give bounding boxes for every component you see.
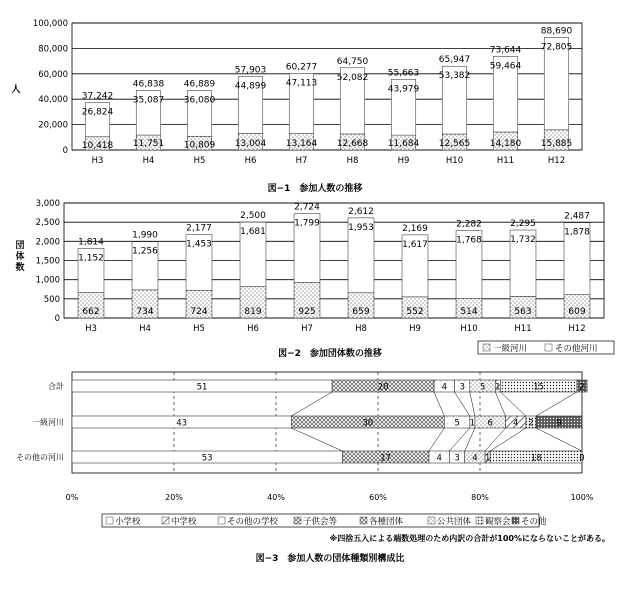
legend-swatch bbox=[476, 517, 483, 524]
y-tick-label: 0 bbox=[54, 314, 60, 324]
data-label: 11,684 bbox=[387, 139, 420, 150]
x-tick-label: H5 bbox=[193, 324, 205, 334]
y-tick-label: 100,000 bbox=[32, 19, 68, 29]
data-label: 609 bbox=[568, 307, 586, 317]
segment-label: 4 bbox=[441, 382, 448, 393]
x-tick-label: 20% bbox=[165, 493, 183, 502]
x-tick-label: H4 bbox=[139, 324, 151, 334]
y-tick-label: 60,000 bbox=[38, 69, 68, 80]
segment-label: 4 bbox=[512, 418, 519, 429]
data-label: 659 bbox=[352, 307, 370, 317]
legend-swatch bbox=[512, 517, 519, 524]
segment-label: 6 bbox=[487, 418, 493, 429]
segment-label: 53 bbox=[201, 453, 213, 464]
segment-label: 3 bbox=[454, 453, 460, 464]
total-label: 2,295 bbox=[510, 219, 536, 230]
segment-label: 43 bbox=[176, 418, 188, 429]
x-tick-label: H12 bbox=[568, 324, 586, 334]
data-label: 1,768 bbox=[456, 235, 482, 246]
x-tick-label: 100% bbox=[570, 493, 594, 502]
total-label: 2,177 bbox=[186, 223, 212, 234]
y-axis-label: 団体数 bbox=[15, 241, 25, 273]
y-tick-label: 2,500 bbox=[35, 218, 60, 229]
data-label: 1,799 bbox=[294, 218, 320, 229]
x-tick-label: H9 bbox=[397, 156, 410, 166]
total-label: 2,282 bbox=[456, 219, 482, 230]
data-label: 52,082 bbox=[336, 72, 369, 83]
data-label: 1,681 bbox=[240, 227, 266, 238]
total-label: 88,690 bbox=[540, 26, 573, 37]
x-tick-label: H6 bbox=[247, 324, 259, 334]
x-tick-label: H8 bbox=[355, 324, 367, 334]
data-label: 14,180 bbox=[489, 139, 522, 149]
x-tick-label: H7 bbox=[295, 156, 308, 166]
x-tick-label: H3 bbox=[85, 324, 97, 334]
data-label: 734 bbox=[136, 307, 154, 317]
legend-label: 各種団体 bbox=[369, 517, 404, 527]
segment-label: 15 bbox=[533, 382, 545, 393]
segment-label: 5 bbox=[479, 382, 486, 393]
x-tick-label: H11 bbox=[514, 324, 532, 334]
segment-label: 30 bbox=[362, 418, 374, 429]
composition-chart bbox=[16, 372, 610, 564]
x-tick-label: H3 bbox=[91, 156, 104, 166]
segment-label: 2 bbox=[528, 418, 534, 429]
x-tick-label: H10 bbox=[445, 156, 464, 166]
data-label: 13,004 bbox=[234, 139, 267, 149]
data-label: 552 bbox=[406, 307, 424, 317]
chart-title: 図−3 参加人数の団体種類別構成比 bbox=[255, 554, 405, 564]
data-label: 43,979 bbox=[387, 84, 420, 95]
x-tick-label: 40% bbox=[267, 493, 285, 502]
x-tick-label: H4 bbox=[142, 156, 155, 166]
data-label: 1,152 bbox=[78, 253, 104, 264]
legend-swatch bbox=[294, 517, 301, 524]
legend-swatch bbox=[218, 517, 225, 524]
x-tick-label: H5 bbox=[193, 156, 206, 166]
legend-label: 観察会 bbox=[485, 517, 511, 527]
data-label: 514 bbox=[460, 307, 478, 317]
segment-label: 1 bbox=[469, 418, 476, 429]
x-tick-label: H6 bbox=[244, 156, 257, 166]
legend-label: その他 bbox=[521, 517, 547, 527]
total-label: 60,277 bbox=[285, 62, 318, 73]
total-label: 46,838 bbox=[132, 79, 165, 90]
participants-chart bbox=[11, 19, 582, 194]
row-label: 合計 bbox=[48, 382, 64, 391]
data-label: 724 bbox=[190, 307, 208, 317]
data-label: 662 bbox=[82, 307, 100, 317]
data-label: 59,464 bbox=[489, 61, 522, 72]
segment-label: 51 bbox=[196, 382, 208, 393]
x-tick-label: 80% bbox=[471, 493, 489, 502]
chart-title: 図−2 参加団体数の推移 bbox=[278, 349, 382, 359]
data-label: 1,453 bbox=[186, 239, 212, 250]
total-label: 46,889 bbox=[183, 79, 216, 90]
data-label: 53,382 bbox=[438, 71, 471, 82]
footnote: ※四捨五入による端数処理のため内訳の合計が100%にならないことがある。 bbox=[329, 534, 610, 543]
total-label: 37,242 bbox=[81, 91, 114, 102]
legend-swatch bbox=[428, 517, 435, 524]
x-tick-label: 60% bbox=[369, 493, 387, 502]
data-label: 563 bbox=[514, 307, 532, 317]
x-tick-label: H9 bbox=[409, 324, 421, 334]
legend-label: その他河川 bbox=[555, 344, 598, 354]
groups-chart bbox=[15, 199, 614, 359]
legend-swatch bbox=[162, 517, 169, 524]
total-label: 57,903 bbox=[234, 65, 267, 76]
segment-label: 20 bbox=[377, 382, 389, 393]
data-label: 36,080 bbox=[183, 95, 216, 106]
legend-label: 中学校 bbox=[171, 517, 197, 527]
data-label: 10,809 bbox=[183, 140, 216, 151]
y-tick-label: 1,000 bbox=[35, 275, 60, 286]
y-axis-label: 人 bbox=[11, 85, 21, 95]
data-label: 1,732 bbox=[510, 235, 536, 246]
legend bbox=[478, 341, 614, 354]
data-label: 1,953 bbox=[348, 222, 374, 233]
segment-label: 1 bbox=[495, 382, 501, 393]
total-label: 1,814 bbox=[78, 237, 104, 248]
total-label: 2,169 bbox=[402, 223, 428, 234]
data-label: 1,256 bbox=[132, 246, 158, 257]
segment-label: 18 bbox=[530, 453, 542, 464]
segment-label: 5 bbox=[454, 418, 460, 429]
legend-swatch bbox=[106, 517, 113, 524]
legend-label: 子供会等 bbox=[303, 517, 338, 527]
y-tick-label: 2,000 bbox=[35, 237, 60, 248]
data-label: 12,565 bbox=[438, 139, 471, 149]
y-tick-label: 1,500 bbox=[35, 256, 60, 267]
total-label: 1,990 bbox=[132, 230, 158, 241]
total-label: 2,724 bbox=[294, 202, 320, 213]
x-tick-label: H11 bbox=[496, 156, 515, 166]
data-label: 1,878 bbox=[564, 227, 590, 238]
row-label: その他の河川 bbox=[16, 453, 64, 462]
segment-label: 3 bbox=[459, 382, 465, 393]
segment-label: 4 bbox=[436, 453, 442, 464]
legend-swatch bbox=[545, 344, 552, 351]
x-tick-label: H12 bbox=[547, 156, 566, 166]
total-label: 2,500 bbox=[240, 211, 266, 222]
data-label: 47,113 bbox=[285, 78, 318, 89]
data-label: 44,899 bbox=[234, 81, 267, 92]
y-tick-label: 20,000 bbox=[38, 120, 68, 131]
legend-label: 公共団体 bbox=[437, 517, 472, 527]
legend-label: 一級河川 bbox=[493, 344, 528, 354]
total-label: 2,612 bbox=[348, 206, 374, 217]
data-label: 1,617 bbox=[402, 239, 428, 250]
segment-label: 2 bbox=[579, 382, 585, 393]
data-label: 819 bbox=[244, 307, 262, 317]
segment-label: 9 bbox=[556, 418, 562, 429]
x-tick-label: H10 bbox=[460, 324, 478, 334]
y-tick-label: 80,000 bbox=[38, 44, 68, 55]
total-label: 64,750 bbox=[336, 56, 369, 67]
data-label: 12,668 bbox=[336, 139, 369, 149]
segment-label: 4 bbox=[472, 453, 478, 464]
data-label: 35,087 bbox=[132, 95, 165, 106]
data-label: 72,805 bbox=[540, 42, 573, 53]
data-label: 10,418 bbox=[81, 140, 114, 151]
data-label: 11,751 bbox=[132, 139, 165, 150]
y-tick-label: 3,000 bbox=[35, 199, 60, 209]
x-tick-label: 0% bbox=[65, 493, 79, 502]
segment-label: 0 bbox=[579, 453, 585, 464]
data-label: 15,885 bbox=[540, 139, 573, 149]
row-label: 一級河川 bbox=[32, 418, 64, 427]
segment-label: 17 bbox=[380, 453, 392, 464]
data-label: 925 bbox=[298, 307, 316, 317]
y-tick-label: 0 bbox=[62, 146, 68, 156]
total-label: 55,663 bbox=[387, 68, 420, 79]
legend-label: その他の学校 bbox=[227, 517, 279, 527]
total-label: 65,947 bbox=[438, 55, 471, 66]
y-tick-label: 500 bbox=[43, 294, 60, 305]
y-tick-label: 40,000 bbox=[38, 95, 68, 106]
total-label: 2,487 bbox=[564, 211, 590, 222]
legend bbox=[102, 514, 547, 527]
segment-label: 1 bbox=[484, 453, 491, 464]
x-tick-label: H7 bbox=[301, 324, 313, 334]
legend-swatch bbox=[360, 517, 367, 524]
total-label: 73,644 bbox=[489, 45, 522, 56]
legend-swatch bbox=[483, 344, 490, 351]
chart-title: 図−1 参加人数の推移 bbox=[267, 184, 363, 194]
legend-label: 小学校 bbox=[115, 517, 141, 527]
data-label: 26,824 bbox=[81, 107, 114, 118]
x-tick-label: H8 bbox=[346, 156, 359, 166]
data-label: 13,164 bbox=[285, 139, 318, 149]
